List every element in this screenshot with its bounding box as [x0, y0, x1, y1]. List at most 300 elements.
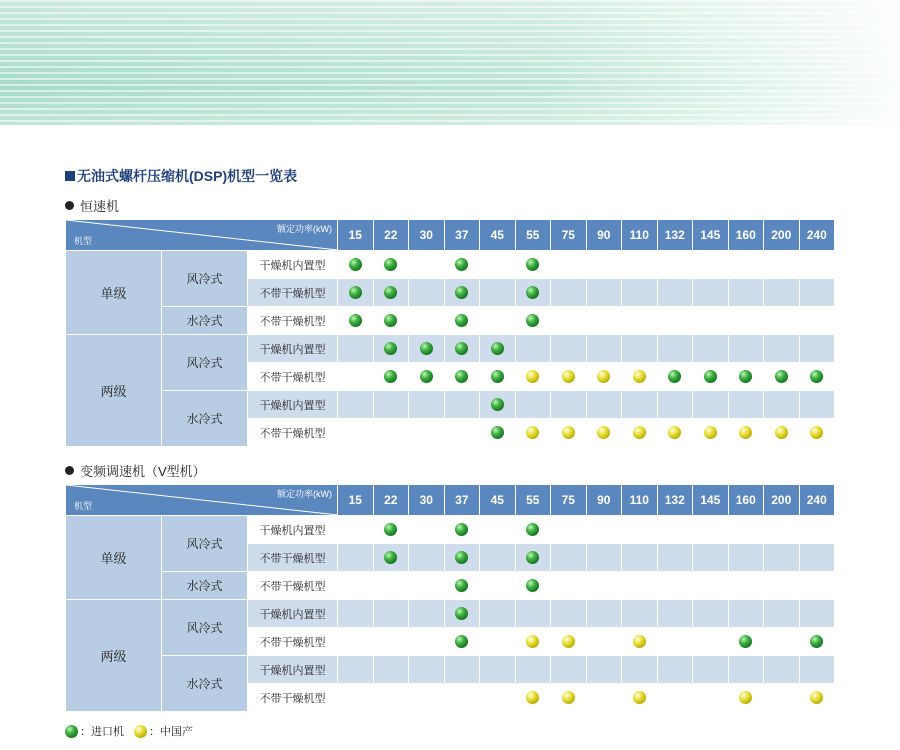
domestic-yellow-ball-icon — [633, 370, 646, 383]
cooling-type-cell: 水冷式 — [162, 572, 248, 600]
availability-cell — [622, 572, 658, 600]
capacity-header-cell: 45 — [480, 220, 516, 251]
availability-cell — [657, 279, 693, 307]
availability-cell — [480, 307, 516, 335]
domestic-yellow-ball-icon — [775, 426, 788, 439]
capacity-header-cell: 240 — [799, 485, 835, 516]
availability-cell — [409, 572, 445, 600]
availability-cell — [622, 684, 658, 712]
dryer-config-cell: 干燥机内置型 — [248, 335, 338, 363]
availability-cell — [373, 419, 409, 447]
imported-green-ball-icon — [526, 523, 539, 536]
availability-cell — [657, 684, 693, 712]
header-banner-fade — [0, 0, 900, 125]
availability-cell — [693, 572, 729, 600]
imported-green-ball-icon — [739, 370, 752, 383]
availability-cell — [515, 363, 551, 391]
availability-cell — [373, 251, 409, 279]
imported-green-ball-icon — [810, 635, 823, 648]
availability-cell — [622, 419, 658, 447]
imported-green-ball-icon — [384, 551, 397, 564]
imported-green-ball-icon — [384, 523, 397, 536]
availability-cell — [586, 391, 622, 419]
availability-cell — [799, 391, 835, 419]
availability-cell — [480, 600, 516, 628]
availability-cell — [799, 572, 835, 600]
availability-cell — [338, 600, 374, 628]
availability-cell — [586, 628, 622, 656]
availability-cell — [657, 516, 693, 544]
availability-cell — [409, 335, 445, 363]
availability-cell — [515, 628, 551, 656]
cooling-type-cell: 水冷式 — [162, 391, 248, 447]
availability-cell — [622, 391, 658, 419]
capacity-header-cell: 145 — [693, 485, 729, 516]
availability-cell — [728, 363, 764, 391]
availability-cell — [622, 251, 658, 279]
availability-cell — [728, 600, 764, 628]
imported-green-ball-icon — [349, 258, 362, 271]
imported-green-ball-icon — [455, 370, 468, 383]
availability-cell — [693, 600, 729, 628]
capacity-header-cell: 30 — [409, 485, 445, 516]
domestic-yellow-ball-icon — [526, 426, 539, 439]
table-row — [66, 656, 835, 684]
availability-cell — [409, 656, 445, 684]
availability-cell — [622, 516, 658, 544]
domestic-yellow-ball-icon — [562, 370, 575, 383]
imported-green-ball-icon — [455, 579, 468, 592]
availability-cell — [551, 335, 587, 363]
availability-cell — [799, 279, 835, 307]
availability-cell — [551, 628, 587, 656]
availability-cell — [373, 516, 409, 544]
capacity-header-cell: 110 — [622, 485, 658, 516]
availability-cell — [551, 516, 587, 544]
dryer-config-cell: 不带干燥机型 — [248, 363, 338, 391]
availability-cell — [586, 656, 622, 684]
availability-cell — [373, 335, 409, 363]
availability-cell — [338, 279, 374, 307]
availability-cell — [373, 363, 409, 391]
availability-cell — [799, 363, 835, 391]
domestic-yellow-ball-icon — [633, 635, 646, 648]
capacity-header-cell: 240 — [799, 220, 835, 251]
domestic-yellow-ball-icon — [597, 370, 610, 383]
availability-cell — [799, 335, 835, 363]
availability-cell — [480, 279, 516, 307]
capacity-header-cell: 132 — [657, 220, 693, 251]
availability-cell — [444, 544, 480, 572]
availability-cell — [799, 544, 835, 572]
availability-cell — [515, 572, 551, 600]
availability-cell — [515, 307, 551, 335]
availability-cell — [728, 335, 764, 363]
availability-cell — [728, 656, 764, 684]
cooling-type-cell: 水冷式 — [162, 307, 248, 335]
capacity-header-cell: 75 — [551, 485, 587, 516]
dryer-config-cell: 干燥机内置型 — [248, 516, 338, 544]
dryer-config-cell: 不带干燥机型 — [248, 279, 338, 307]
availability-cell — [444, 419, 480, 447]
capacity-header-cell: 37 — [444, 220, 480, 251]
availability-cell — [551, 363, 587, 391]
rated-power-label: 额定功率(kW) — [277, 489, 332, 499]
availability-cell — [764, 684, 800, 712]
capacity-header-cell: 55 — [515, 220, 551, 251]
availability-cell — [657, 391, 693, 419]
section-heading-fixed-speed — [65, 196, 119, 215]
cooling-type-cell: 水冷式 — [162, 656, 248, 712]
title-square-icon — [65, 171, 75, 181]
availability-cell — [693, 419, 729, 447]
availability-cell — [622, 600, 658, 628]
green-ball-icon — [65, 725, 78, 738]
domestic-yellow-ball-icon — [739, 426, 752, 439]
availability-cell — [409, 544, 445, 572]
availability-cell — [586, 251, 622, 279]
variable-speed-model-table — [65, 484, 835, 712]
availability-cell — [373, 600, 409, 628]
availability-cell — [693, 656, 729, 684]
domestic-yellow-ball-icon — [810, 426, 823, 439]
availability-cell — [799, 419, 835, 447]
availability-cell — [338, 363, 374, 391]
capacity-header-cell: 110 — [622, 220, 658, 251]
imported-green-ball-icon — [668, 370, 681, 383]
imported-green-ball-icon — [384, 370, 397, 383]
capacity-header-cell: 45 — [480, 485, 516, 516]
availability-cell — [338, 544, 374, 572]
header-row — [66, 220, 835, 251]
availability-cell — [373, 279, 409, 307]
availability-cell — [480, 656, 516, 684]
legend — [65, 723, 203, 739]
imported-green-ball-icon — [526, 551, 539, 564]
imported-green-ball-icon — [491, 398, 504, 411]
imported-green-ball-icon — [491, 342, 504, 355]
availability-cell — [480, 335, 516, 363]
capacity-header-cell: 15 — [338, 220, 374, 251]
domestic-yellow-ball-icon — [562, 426, 575, 439]
availability-cell — [728, 251, 764, 279]
availability-cell — [338, 516, 374, 544]
imported-green-ball-icon — [455, 258, 468, 271]
capacity-header-cell: 132 — [657, 485, 693, 516]
imported-green-ball-icon — [491, 426, 504, 439]
availability-cell — [586, 279, 622, 307]
availability-cell — [515, 419, 551, 447]
availability-cell — [373, 684, 409, 712]
availability-cell — [799, 251, 835, 279]
availability-cell — [338, 391, 374, 419]
availability-cell — [444, 335, 480, 363]
availability-cell — [480, 572, 516, 600]
availability-cell — [444, 656, 480, 684]
availability-cell — [586, 572, 622, 600]
availability-cell — [657, 572, 693, 600]
domestic-yellow-ball-icon — [597, 426, 610, 439]
availability-cell — [515, 516, 551, 544]
availability-cell — [728, 684, 764, 712]
availability-cell — [586, 684, 622, 712]
imported-green-ball-icon — [455, 314, 468, 327]
imported-green-ball-icon — [420, 370, 433, 383]
availability-cell — [764, 572, 800, 600]
availability-cell — [764, 363, 800, 391]
availability-cell — [551, 279, 587, 307]
availability-cell — [338, 251, 374, 279]
availability-cell — [409, 279, 445, 307]
availability-cell — [515, 279, 551, 307]
availability-cell — [693, 251, 729, 279]
availability-cell — [409, 391, 445, 419]
availability-cell — [799, 516, 835, 544]
availability-cell — [515, 251, 551, 279]
availability-cell — [515, 684, 551, 712]
availability-cell — [799, 656, 835, 684]
availability-cell — [444, 363, 480, 391]
availability-cell — [693, 279, 729, 307]
availability-cell — [622, 335, 658, 363]
availability-cell — [728, 516, 764, 544]
availability-cell — [515, 600, 551, 628]
availability-cell — [693, 363, 729, 391]
domestic-yellow-ball-icon — [562, 635, 575, 648]
table-row — [66, 572, 835, 600]
availability-cell — [764, 307, 800, 335]
header-row — [66, 485, 835, 516]
cooling-type-cell: 风冷式 — [162, 516, 248, 572]
availability-cell — [622, 307, 658, 335]
imported-green-ball-icon — [526, 579, 539, 592]
imported-green-ball-icon — [526, 314, 539, 327]
dryer-config-cell: 不带干燥机型 — [248, 684, 338, 712]
availability-cell — [373, 572, 409, 600]
availability-cell — [551, 656, 587, 684]
availability-cell — [622, 656, 658, 684]
availability-cell — [409, 684, 445, 712]
capacity-header-cell: 200 — [764, 220, 800, 251]
imported-green-ball-icon — [384, 258, 397, 271]
availability-cell — [409, 419, 445, 447]
availability-cell — [693, 544, 729, 572]
availability-cell — [480, 363, 516, 391]
capacity-header-cell: 55 — [515, 485, 551, 516]
availability-cell — [586, 307, 622, 335]
availability-cell — [728, 391, 764, 419]
availability-cell — [444, 628, 480, 656]
availability-cell — [515, 544, 551, 572]
availability-cell — [338, 572, 374, 600]
availability-cell — [622, 628, 658, 656]
availability-cell — [409, 600, 445, 628]
availability-cell — [657, 600, 693, 628]
availability-cell — [338, 335, 374, 363]
dryer-config-cell: 不带干燥机型 — [248, 307, 338, 335]
availability-cell — [551, 544, 587, 572]
imported-green-ball-icon — [384, 286, 397, 299]
availability-cell — [480, 391, 516, 419]
availability-cell — [764, 544, 800, 572]
availability-cell — [728, 279, 764, 307]
availability-cell — [693, 307, 729, 335]
availability-cell — [799, 307, 835, 335]
section-heading-text: 变频调速机（V型机） — [80, 464, 206, 479]
imported-green-ball-icon — [455, 286, 468, 299]
availability-cell — [693, 391, 729, 419]
availability-cell — [338, 656, 374, 684]
availability-cell — [657, 335, 693, 363]
capacity-header-cell: 145 — [693, 220, 729, 251]
capacity-header-cell: 200 — [764, 485, 800, 516]
availability-cell — [728, 572, 764, 600]
dryer-config-cell: 不带干燥机型 — [248, 628, 338, 656]
domestic-yellow-ball-icon — [526, 635, 539, 648]
availability-cell — [409, 251, 445, 279]
availability-cell — [657, 251, 693, 279]
availability-cell — [622, 544, 658, 572]
table-row — [66, 516, 835, 544]
fixed-speed-model-table — [65, 219, 835, 447]
availability-cell — [551, 251, 587, 279]
page-title-text: 无油式螺杆压缩机(DSP)机型一览表 — [77, 168, 298, 184]
availability-cell — [480, 544, 516, 572]
imported-green-ball-icon — [384, 314, 397, 327]
dryer-config-cell: 不带干燥机型 — [248, 572, 338, 600]
imported-green-ball-icon — [739, 635, 752, 648]
availability-cell — [764, 279, 800, 307]
legend-imported: ：进口机 — [80, 726, 124, 738]
legend-domestic: ：中国产 — [149, 726, 193, 738]
dryer-config-cell: 干燥机内置型 — [248, 391, 338, 419]
imported-green-ball-icon — [455, 635, 468, 648]
rated-power-label: 额定功率(kW) — [277, 224, 332, 234]
availability-cell — [444, 391, 480, 419]
availability-cell — [657, 307, 693, 335]
availability-cell — [764, 391, 800, 419]
availability-cell — [657, 363, 693, 391]
availability-cell — [373, 656, 409, 684]
availability-cell — [409, 307, 445, 335]
availability-cell — [409, 628, 445, 656]
availability-cell — [657, 656, 693, 684]
imported-green-ball-icon — [349, 286, 362, 299]
bullet-icon — [65, 201, 74, 210]
availability-cell — [480, 628, 516, 656]
availability-cell — [444, 684, 480, 712]
table-row — [66, 251, 835, 279]
availability-cell — [764, 419, 800, 447]
capacity-header-cell: 160 — [728, 485, 764, 516]
availability-cell — [799, 684, 835, 712]
availability-cell — [373, 391, 409, 419]
availability-cell — [480, 516, 516, 544]
availability-cell — [480, 684, 516, 712]
capacity-header-cell: 15 — [338, 485, 374, 516]
imported-green-ball-icon — [384, 342, 397, 355]
capacity-header-cell: 75 — [551, 220, 587, 251]
availability-cell — [480, 419, 516, 447]
availability-cell — [338, 307, 374, 335]
availability-cell — [409, 516, 445, 544]
availability-cell — [764, 628, 800, 656]
model-type-label: 机型 — [74, 501, 93, 511]
table-row — [66, 335, 835, 363]
availability-cell — [409, 363, 445, 391]
availability-cell — [586, 419, 622, 447]
imported-green-ball-icon — [455, 607, 468, 620]
imported-green-ball-icon — [420, 342, 433, 355]
domestic-yellow-ball-icon — [526, 370, 539, 383]
availability-cell — [799, 600, 835, 628]
stage-label-cell: 单级 — [66, 251, 162, 335]
availability-cell — [622, 279, 658, 307]
availability-cell — [764, 251, 800, 279]
availability-cell — [622, 363, 658, 391]
domestic-yellow-ball-icon — [633, 691, 646, 704]
table-row — [66, 391, 835, 419]
availability-cell — [444, 600, 480, 628]
availability-cell — [373, 307, 409, 335]
availability-cell — [657, 544, 693, 572]
availability-cell — [338, 628, 374, 656]
availability-cell — [515, 656, 551, 684]
availability-cell — [338, 419, 374, 447]
availability-cell — [373, 544, 409, 572]
availability-cell — [338, 684, 374, 712]
domestic-yellow-ball-icon — [668, 426, 681, 439]
header-corner-cell — [66, 220, 338, 251]
availability-cell — [480, 251, 516, 279]
availability-cell — [373, 628, 409, 656]
availability-cell — [728, 419, 764, 447]
yellow-ball-icon — [134, 725, 147, 738]
availability-cell — [728, 544, 764, 572]
availability-cell — [764, 656, 800, 684]
dryer-config-cell: 干燥机内置型 — [248, 600, 338, 628]
availability-cell — [764, 516, 800, 544]
dryer-config-cell: 不带干燥机型 — [248, 544, 338, 572]
availability-cell — [551, 600, 587, 628]
domestic-yellow-ball-icon — [633, 426, 646, 439]
availability-cell — [551, 419, 587, 447]
cooling-type-cell: 风冷式 — [162, 251, 248, 307]
availability-cell — [764, 335, 800, 363]
model-type-label: 机型 — [74, 236, 93, 246]
imported-green-ball-icon — [349, 314, 362, 327]
imported-green-ball-icon — [704, 370, 717, 383]
availability-cell — [693, 335, 729, 363]
availability-cell — [444, 307, 480, 335]
availability-cell — [515, 391, 551, 419]
availability-cell — [586, 363, 622, 391]
availability-cell — [728, 628, 764, 656]
capacity-header-cell: 22 — [373, 485, 409, 516]
section-heading-text: 恒速机 — [80, 199, 120, 214]
availability-cell — [728, 307, 764, 335]
dryer-config-cell: 干燥机内置型 — [248, 656, 338, 684]
availability-cell — [693, 516, 729, 544]
table-row — [66, 307, 835, 335]
imported-green-ball-icon — [455, 551, 468, 564]
availability-cell — [657, 419, 693, 447]
capacity-header-cell: 90 — [586, 220, 622, 251]
capacity-header-cell: 90 — [586, 485, 622, 516]
cooling-type-cell: 风冷式 — [162, 600, 248, 656]
capacity-header-cell: 37 — [444, 485, 480, 516]
availability-cell — [657, 628, 693, 656]
